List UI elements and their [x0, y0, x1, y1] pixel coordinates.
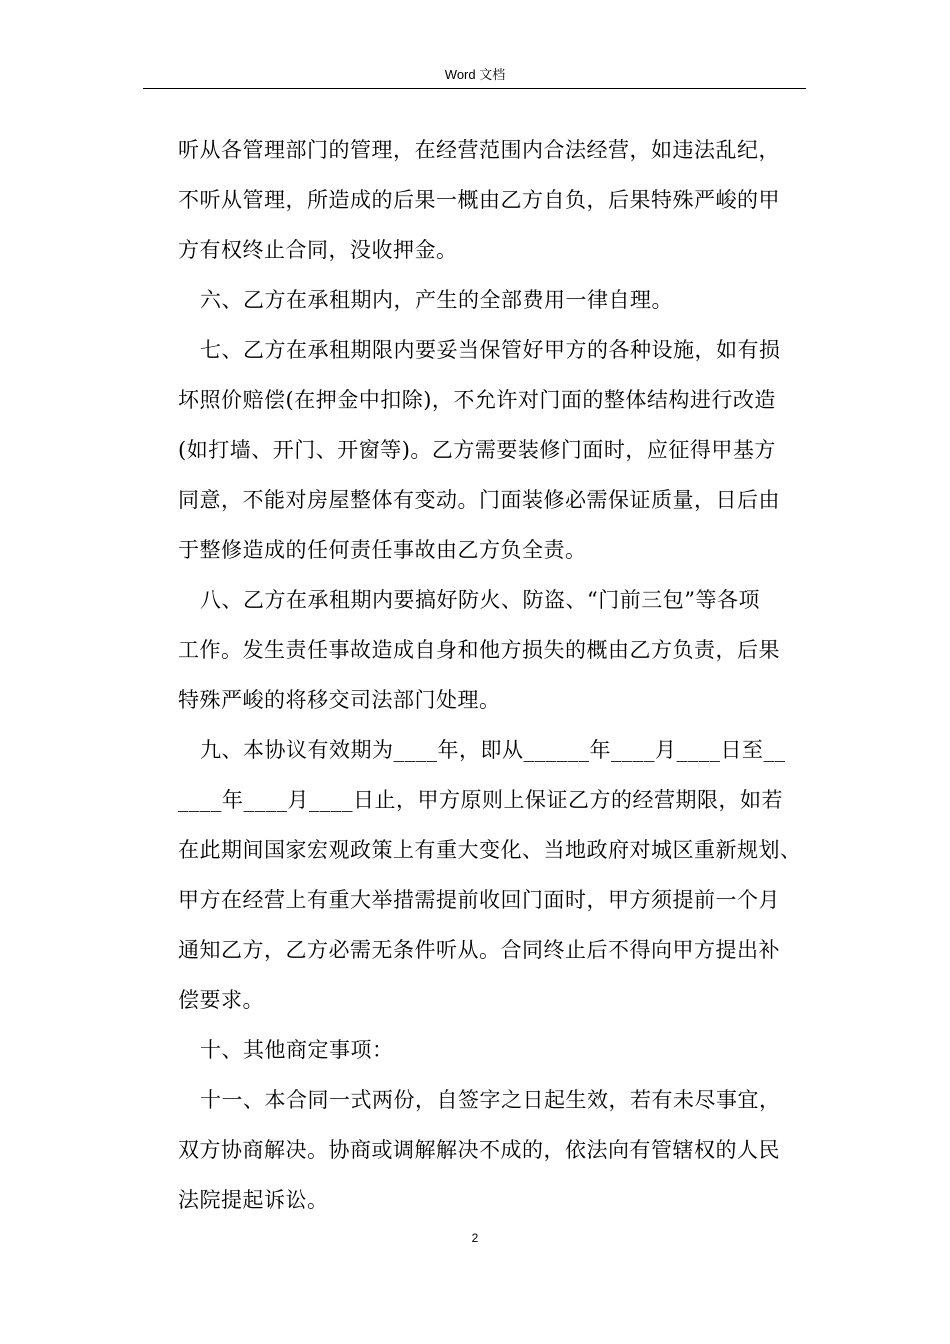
paragraph-line: (如打墙、开门、开窗等)。乙方需要装修门面时，应征得甲基方 — [178, 438, 776, 462]
paragraph-line: 工作。发生责任事故造成自身和他方损失的概由乙方负责，后果 — [178, 638, 780, 662]
paragraph-line: ____年____月____日止，甲方原则上保证乙方的经营期限，如若 — [178, 788, 783, 812]
clause-6-line: 六、乙方在承租期内，产生的全部费用一律自理。 — [200, 288, 673, 312]
paragraph-line: 双方协商解决。协商或调解解决不成的，依法向有管辖权的人民 — [178, 1138, 780, 1162]
clause-8-line: 八、乙方在承租期内要搞好防火、防盗、“门前三包”等各项 — [200, 588, 760, 612]
clause-7-line: 七、乙方在承租期限内要妥当保管好甲方的各种设施，如有损 — [200, 338, 781, 362]
paragraph-line: 方有权终止合同，没收押金。 — [178, 238, 458, 262]
paragraph-line: 甲方在经营上有重大举措需提前收回门面时，甲方须提前一个月 — [178, 888, 780, 912]
page-header: Word 文档 — [444, 67, 506, 82]
paragraph-line: 特殊严峻的将移交司法部门处理。 — [178, 688, 501, 712]
clause-10-line: 十、其他商定事项： — [200, 1038, 394, 1062]
document-body — [178, 125, 818, 1225]
header-divider — [143, 88, 806, 89]
paragraph-line: 偿要求。 — [178, 988, 264, 1012]
paragraph-line: 同意，不能对房屋整体有变动。门面装修必需保证质量，日后由 — [178, 488, 780, 512]
clause-11-line: 十一、本合同一式两份，自签字之日起生效，若有未尽事宜， — [200, 1088, 781, 1112]
paragraph-line: 于整修造成的任何责任事故由乙方负全责。 — [178, 538, 587, 562]
page-number: 2 — [471, 1231, 479, 1245]
paragraph-line: 坏照价赔偿(在押金中扣除)，不允许对门面的整体结构进行改造 — [178, 388, 776, 412]
paragraph-line: 听从各管理部门的管理，在经营范围内合法经营，如违法乱纪， — [178, 138, 780, 162]
paragraph-line: 不听从管理，所造成的后果一概由乙方自负，后果特殊严峻的甲 — [178, 188, 780, 212]
paragraph-line: 在此期间国家宏观政策上有重大变化、当地政府对城区重新规划、 — [178, 838, 802, 862]
paragraph-line: 通知乙方，乙方必需无条件听从。合同终止后不得向甲方提出补 — [178, 938, 780, 962]
clause-9-line: 九、本协议有效期为____年，即从______年____月____日至__ — [200, 738, 786, 762]
paragraph-line: 法院提起诉讼。 — [178, 1188, 329, 1212]
